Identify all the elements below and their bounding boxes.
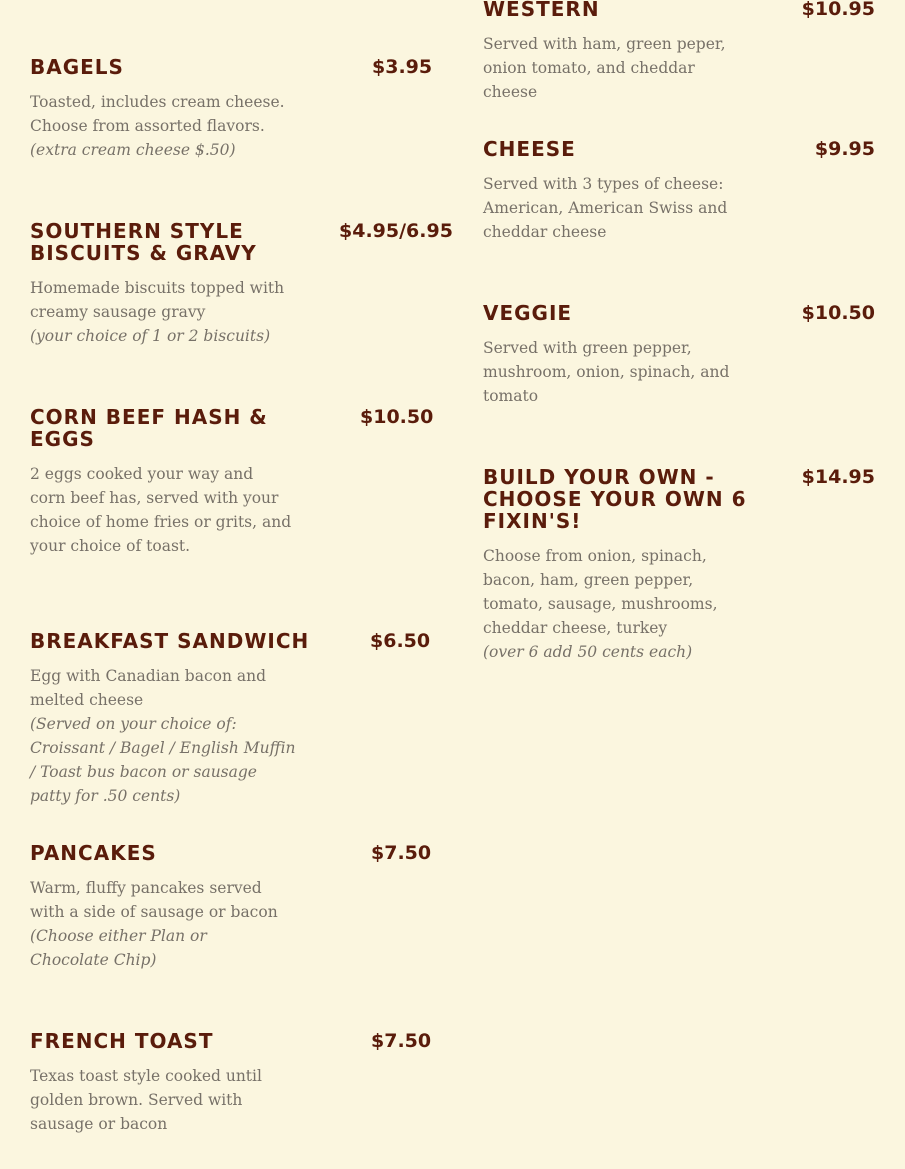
item-description — [483, 32, 753, 104]
item-name: BUILD YOUR OWN - CHOOSE YOUR OWN 6 FIXIN'S! — [483, 465, 747, 533]
item-description — [483, 172, 745, 244]
item-description-text: 2 eggs cooked your way and corn beef has, served with your choice of home fries or grits, and your choice of toast. — [30, 465, 292, 555]
item-description-text: Served with green pepper, mushroom, onion, spinach, and tomato — [483, 339, 730, 405]
item-description — [30, 664, 302, 808]
item-name: WESTERN — [483, 0, 600, 21]
item-description — [30, 90, 290, 162]
item-note: (extra cream cheese $.50) — [30, 141, 236, 159]
item-name: CHEESE — [483, 137, 576, 161]
item-description-text: Served with 3 types of cheese: American, American Swiss and cheddar cheese — [483, 175, 728, 241]
item-price: $10.50 — [801, 302, 875, 324]
item-description — [30, 462, 292, 558]
item-description-text: Toasted, includes cream cheese. Choose from assorted flavors. — [30, 93, 285, 135]
item-name: PANCAKES — [30, 841, 157, 865]
item-description-text: Choose from onion, spinach, bacon, ham, green pepper, tomato, sausage, mushrooms, cheddar cheese, turkey — [483, 547, 718, 637]
item-note: (over 6 add 50 cents each) — [483, 643, 693, 661]
item-description — [483, 544, 755, 664]
item-name: BAGELS — [30, 55, 124, 79]
item-description — [30, 276, 292, 348]
item-description-text: Homemade biscuits topped with creamy sausage gravy — [30, 279, 285, 321]
item-price: $14.95 — [801, 466, 875, 488]
item-name: CORN BEEF HASH & EGGS — [30, 405, 268, 451]
item-price: $9.95 — [814, 138, 875, 160]
item-price: $10.95 — [801, 0, 875, 20]
item-price: $3.95 — [372, 56, 433, 78]
item-description-text: Texas toast style cooked until golden brown. Served with sausage or bacon — [30, 1067, 262, 1133]
item-price: $7.50 — [371, 1030, 432, 1052]
item-name: BREAKFAST SANDWICH — [30, 629, 310, 653]
item-description — [30, 876, 290, 972]
item-name: SOUTHERN STYLE BISCUITS & GRAVY — [30, 219, 257, 265]
item-note: (your choice of 1 or 2 biscuits) — [30, 327, 271, 345]
item-note: (Choose either Plan or Chocolate Chip) — [30, 927, 207, 969]
item-name: VEGGIE — [483, 301, 573, 325]
item-price: $6.50 — [370, 630, 431, 652]
item-price: $10.50 — [360, 406, 434, 428]
item-description — [483, 336, 745, 408]
item-price: $4.95/6.95 — [339, 220, 453, 242]
item-description-text: Served with ham, green peper, onion tomato, and cheddar cheese — [483, 35, 726, 101]
item-name: FRENCH TOAST — [30, 1029, 214, 1053]
item-description-text: Egg with Canadian bacon and melted cheese — [30, 667, 267, 709]
item-price: $7.50 — [371, 842, 432, 864]
item-description — [30, 1064, 280, 1136]
item-note: (Served on your choice of: Croissant / Bagel / English Muffin / Toast bus bacon or sausage patty for .50 cents) — [30, 715, 296, 805]
item-description-text: Warm, fluffy pancakes served with a side of sausage or bacon — [30, 879, 278, 921]
